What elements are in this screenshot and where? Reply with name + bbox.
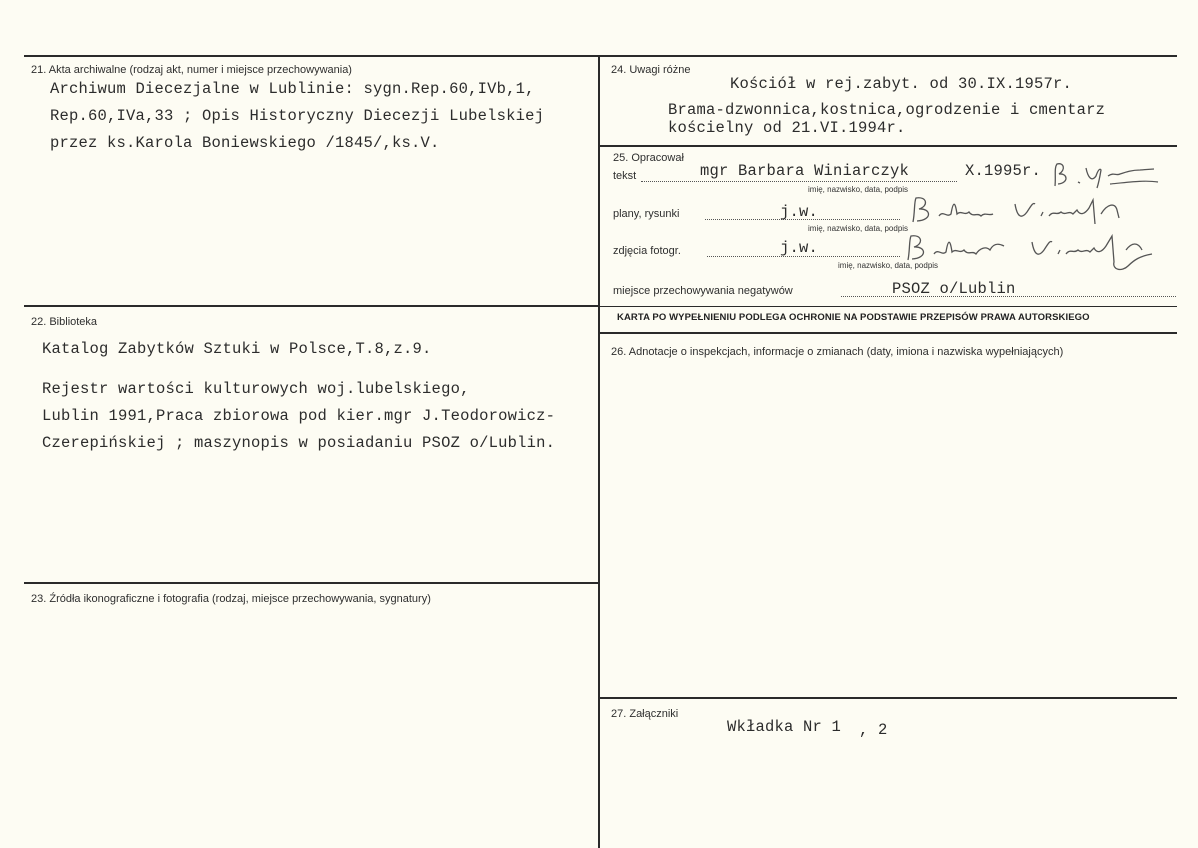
top-rule (24, 55, 1177, 57)
section-24-line-1: Kościół w rej.zabyt. od 30.IX.1957r. (730, 75, 1073, 93)
rule-24-25 (599, 145, 1177, 147)
section-22-line-3: Lublin 1991,Praca zbiorowa pod kier.mgr J.Teodorowicz- (42, 407, 556, 425)
section-27-label: 27. Załączniki (611, 708, 679, 720)
plany-label: plany, rysunki (613, 208, 680, 220)
attachment-value-2: , 2 (859, 721, 888, 739)
rule-21-22 (24, 305, 599, 307)
tekst-value: mgr Barbara Winiarczyk (700, 162, 910, 180)
signature-initials (1050, 160, 1170, 190)
section-21-label: 21. Akta archiwalne (rodzaj akt, numer i miejsce przechowywania) (31, 64, 352, 76)
rule-notice-top (599, 306, 1177, 307)
zdjecia-label: zdjęcia fotogr. (613, 245, 681, 257)
section-21-line-2: Rep.60,IVa,33 ; Opis Historyczny Diecezji Lubelskiej (50, 107, 545, 125)
zdjecia-value: j.w. (780, 239, 819, 257)
tekst-date: X.1995r. (965, 162, 1042, 180)
center-divider (598, 55, 600, 848)
attachment-value: Wkładka Nr 1 (727, 718, 842, 736)
section-22-label: 22. Biblioteka (31, 316, 98, 328)
section-22-line-4: Czerepińskiej ; maszynopis w posiadaniu PSOZ o/Lublin. (42, 434, 556, 452)
tekst-label: tekst (613, 170, 637, 182)
signature-plany (905, 194, 1145, 228)
rule-25-26 (599, 332, 1177, 334)
section-24-label: 24. Uwagi różne (611, 64, 691, 76)
section-22-line-2: Rejestr wartości kulturowych woj.lubelskiego, (42, 380, 470, 398)
negatywy-value: PSOZ o/Lublin (892, 280, 1016, 298)
zdjecia-caption: imię, nazwisko, data, podpis (838, 261, 939, 270)
negatywy-label: miejsce przechowywania negatywów (613, 285, 793, 297)
section-26-label: 26. Adnotacje o inspekcjach, informacje o zmianach (daty, imiona i nazwiska wypełniających) (611, 346, 1064, 358)
section-21-line-1: Archiwum Diecezjalne w Lublinie: sygn.Rep.60,IVb,1, (50, 80, 535, 98)
section-21-line-3: przez ks.Karola Boniewskiego /1845/,ks.V. (50, 134, 440, 152)
section-24-line-3: kościelny od 21.VI.1994r. (668, 119, 906, 137)
section-23-label: 23. Źródła ikonograficzne i fotografia (rodzaj, miejsce przechowywania, sygnatury) (31, 593, 431, 605)
tekst-caption: imię, nazwisko, data, podpis (808, 185, 909, 194)
tekst-dotted-line (641, 181, 957, 182)
rule-22-23 (24, 582, 599, 584)
rule-26-27 (599, 697, 1177, 699)
plany-value: j.w. (780, 203, 819, 221)
copyright-notice: KARTA PO WYPEŁNIENIU PODLEGA OCHRONIE NA PODSTAWIE PRZEPISÓW PRAWA AUTORSKIEGO (617, 312, 1090, 323)
section-22-line-1: Katalog Zabytków Sztuki w Polsce,T.8,z.9. (42, 340, 432, 358)
section-25-label: 25. Opracował (613, 152, 684, 164)
signature-zdjecia (900, 230, 1160, 274)
section-24-line-2: Brama-dzwonnica,kostnica,ogrodzenie i cmentarz (668, 101, 1106, 119)
plany-caption: imię, nazwisko, data, podpis (808, 224, 909, 233)
